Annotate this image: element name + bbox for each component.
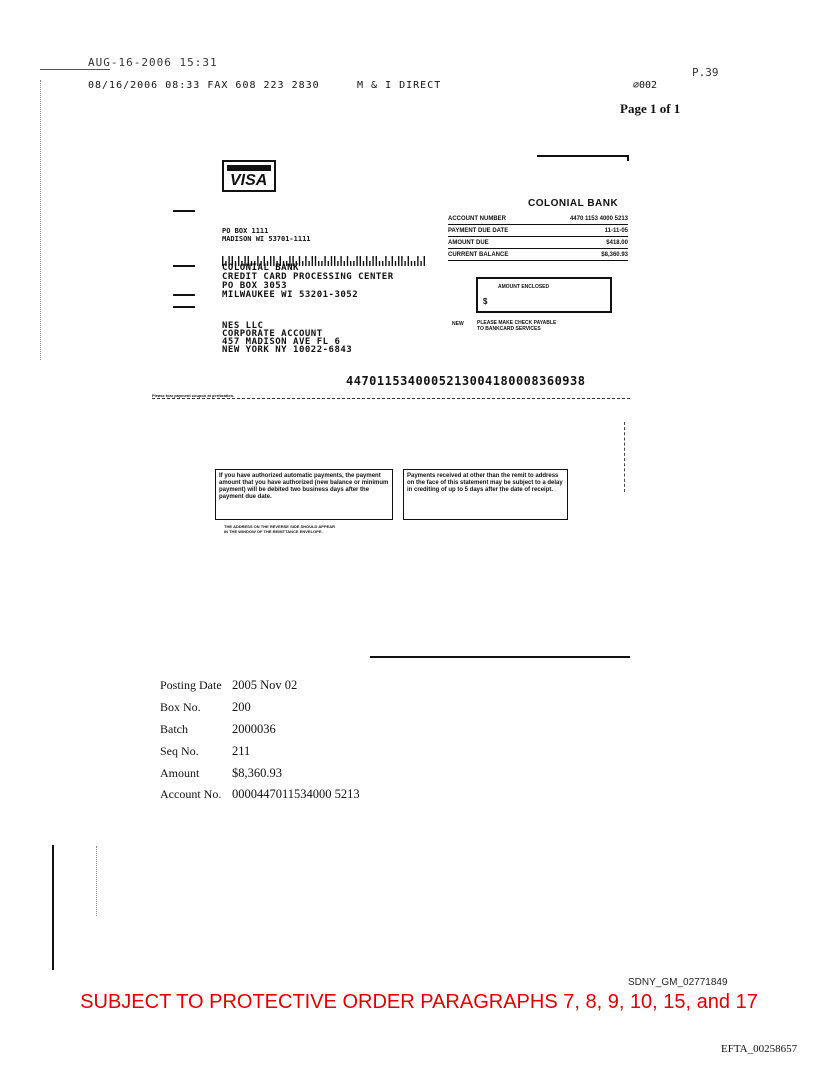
- protective-order-notice: SUBJECT TO PROTECTIVE ORDER PARAGRAPHS 7, 8, 9, 10, 15, and 17: [80, 991, 758, 1013]
- info-label: ACCOUNT NUMBER: [448, 215, 506, 222]
- info-label: AMOUNT DUE: [448, 239, 489, 246]
- stub-top-tick: [627, 155, 629, 161]
- posting-row: [160, 784, 360, 806]
- fax-top-line: AUG-16-2006 15:31: [88, 56, 218, 69]
- window-note: [224, 524, 335, 534]
- barcode-bar: [414, 261, 415, 266]
- tear-note: Please tear payment coupon at perforation.: [152, 393, 235, 398]
- payment-delay-box: Payments received at other than the remit to address on the face of this statement may be subject to a delay in crediting of up to 5 days after the date of receipt.: [403, 469, 568, 520]
- left-scan-speckle: [96, 846, 98, 916]
- payable-mark: NEW: [452, 321, 464, 327]
- amount-enclosed-sign: $: [483, 297, 488, 306]
- remit-address-line: PO BOX 3053: [222, 281, 288, 291]
- posting-row: [160, 697, 360, 719]
- posting-row: [160, 719, 360, 741]
- payable-line: PLEASE MAKE CHECK PAYABLE: [477, 320, 557, 326]
- posting-label: Seq No.: [160, 743, 199, 758]
- autopay-notice-box: If you have authorized automatic payments, the payment amount that you have authorized (new balance or minimum payment) will be debited two business days after the payment due date.: [215, 469, 393, 520]
- margin-speckle: [40, 80, 43, 360]
- info-value: 4470 1153 4000 5213: [569, 215, 628, 222]
- bank-title: COLONIAL BANK: [528, 198, 619, 209]
- customer-address-line: NES LLC: [222, 321, 264, 331]
- fax-header-rule: [40, 69, 110, 70]
- posting-row: [160, 675, 360, 697]
- fax-page-marker: P.39: [692, 66, 719, 79]
- barcode-bar: [411, 261, 412, 266]
- customer-address-line: NEW YORK NY 10022-6843: [222, 345, 353, 355]
- info-row: [448, 237, 628, 249]
- info-value: $8,360.93: [601, 251, 628, 258]
- window-note-line: IN THE WINDOW OF THE REMITTANCE ENVELOPE.: [224, 529, 323, 534]
- posting-label: Batch: [160, 721, 188, 736]
- info-label: CURRENT BALANCE: [448, 251, 509, 258]
- barcode-bar: [424, 256, 425, 266]
- payable-line: TO BANKCARD SERVICES: [477, 326, 541, 332]
- posting-value: 211: [232, 743, 251, 758]
- stub-bottom-rule: [370, 656, 630, 658]
- posting-label: Posting Date: [160, 678, 222, 693]
- posting-label: Box No.: [160, 700, 201, 715]
- visa-logo-band: [227, 165, 271, 171]
- posting-value: 2000036: [232, 721, 276, 736]
- visa-logo: [222, 160, 276, 192]
- fax-header-line: 08/16/2006 08:33 FAX 608 223 2830: [88, 80, 320, 91]
- remit-address: [222, 264, 394, 300]
- posting-label: Account No.: [160, 787, 222, 802]
- po-box-address: [222, 227, 311, 243]
- posting-label: Amount: [160, 765, 200, 780]
- posting-row: [160, 740, 360, 762]
- po-box-line: PO BOX 1111: [222, 227, 269, 235]
- amount-enclosed-box: [476, 277, 612, 313]
- posting-value: 200: [232, 700, 251, 715]
- ocr-scan-line: 4470115340005213004180008360938: [346, 374, 586, 388]
- customer-address: [222, 322, 352, 354]
- barcode-bar: [417, 256, 418, 266]
- po-box-line: MADISON WI 53701-1111: [222, 235, 311, 243]
- perforation-line: [152, 398, 630, 400]
- posting-row: [160, 762, 360, 784]
- info-row: [448, 249, 628, 261]
- margin-dash: [173, 210, 195, 212]
- margin-dash: [173, 294, 195, 296]
- page-of-label: Page 1 of 1: [620, 101, 681, 116]
- remit-address-line: MILWAUKEE WI 53201-3052: [222, 290, 359, 300]
- barcode-bar: [408, 256, 409, 266]
- posting-value: 2005 Nov 02: [232, 678, 298, 693]
- barcode-bar: [420, 261, 421, 266]
- window-note-line: THE ADDRESS ON THE REVERSE SIDE SHOULD APPEAR: [224, 524, 336, 529]
- barcode-bar: [404, 261, 405, 266]
- barcode-bar: [398, 256, 399, 266]
- customer-address-line: CORPORATE ACCOUNT: [222, 329, 323, 339]
- amount-enclosed-label: AMOUNT ENCLOSED: [498, 284, 550, 290]
- account-info-table: [448, 213, 628, 261]
- remit-address-line: CREDIT CARD PROCESSING CENTER: [222, 272, 394, 282]
- posting-details: [160, 675, 360, 806]
- left-scan-bar: [52, 845, 54, 970]
- visa-logo-text: VISA: [230, 172, 268, 189]
- bates-number: SDNY_GM_02771849: [628, 977, 728, 988]
- posting-value: $8,360.93: [232, 765, 282, 780]
- payable-instructions: [477, 320, 556, 332]
- info-row: [448, 225, 628, 237]
- info-value: $418.00: [606, 239, 628, 246]
- info-value: 11-11-05: [604, 227, 628, 234]
- customer-address-line: 457 MADISON AVE FL 6: [222, 337, 341, 347]
- fax-page-number: ∅002: [633, 80, 658, 91]
- barcode-bar: [395, 261, 396, 266]
- info-label: PAYMENT DUE DATE: [448, 227, 509, 234]
- remit-address-line: COLONIAL BANK: [222, 263, 299, 273]
- barcode-bar: [401, 256, 402, 266]
- posting-value: 0000447011534000 5213: [232, 787, 360, 802]
- info-row: [448, 213, 628, 225]
- efta-number: EFTA_00258657: [721, 1043, 798, 1055]
- fax-sender: M & I DIRECT: [357, 80, 442, 91]
- stub-top-rule: [537, 155, 629, 157]
- side-scan-mark: [624, 422, 626, 492]
- margin-dash: [173, 306, 195, 308]
- margin-dash: [173, 265, 195, 267]
